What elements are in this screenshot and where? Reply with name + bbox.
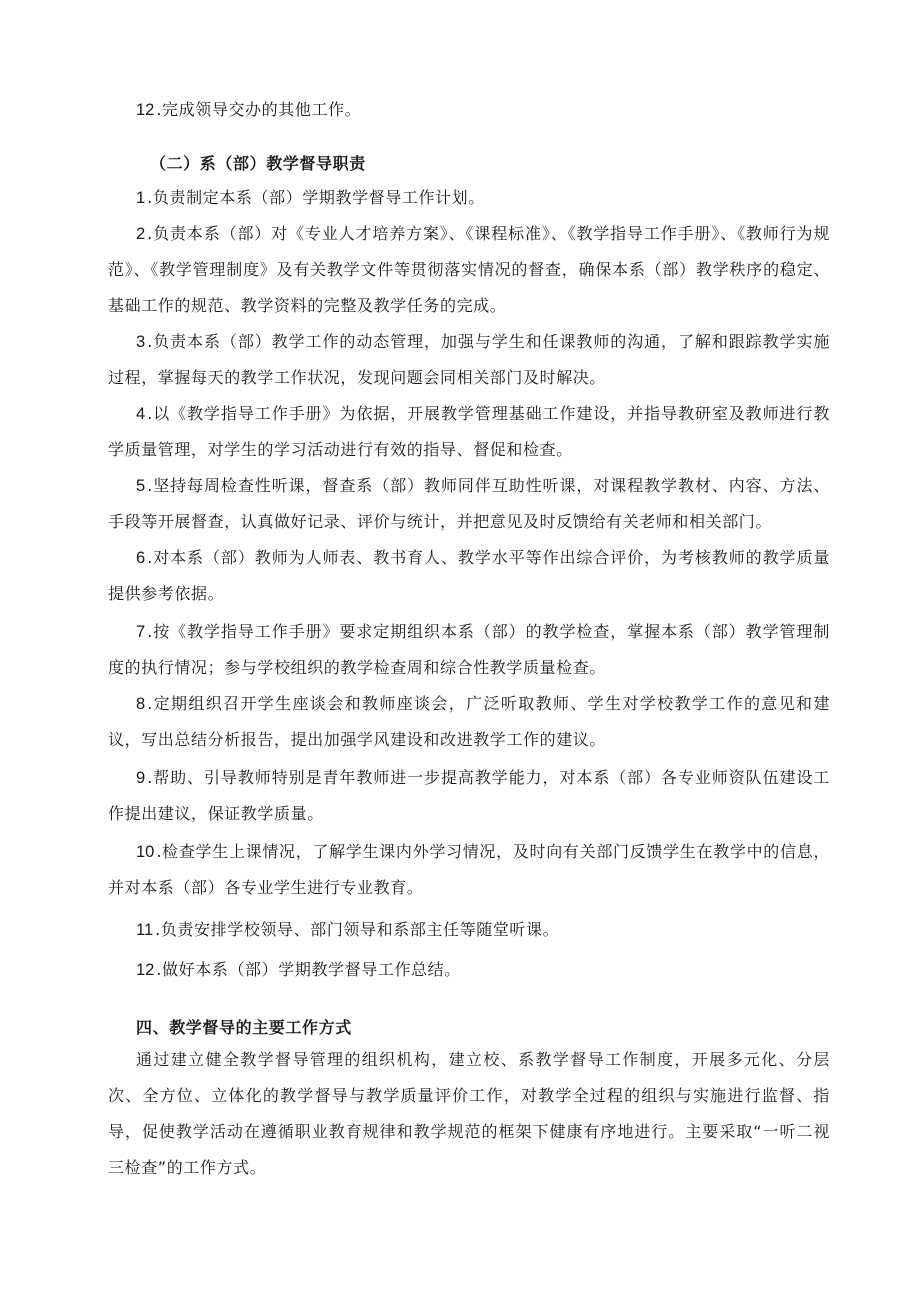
list-item <box>108 760 830 832</box>
list-item <box>108 216 830 324</box>
item-number: 8 <box>136 695 146 713</box>
section-heading: （二）系（部）教学督导职责 <box>150 154 366 173</box>
item-text: .负责本系（部）教学工作的动态管理，加强与学生和任课教师的沟通，了解和跟踪教学实施过程，掌握每天的教学工作状况，发现问题会同相关部门及时解决。 <box>108 332 830 387</box>
item-text: .做好本系（部）学期教学督导工作总结。 <box>156 960 461 979</box>
list-item <box>108 92 830 128</box>
item-text: .对本系（部）教师为人师表、教书育人、教学水平等作出综合评价，为考核教师的教学质量提供参考依据。 <box>108 548 830 603</box>
item-text: .检查学生上课情况，了解学生课内外学习情况，及时向有关部门反馈学生在教学中的信息，并对本系（部）各专业学生进行专业教育。 <box>108 842 830 897</box>
item-text: .负责本系（部）对《专业人才培养方案》、《课程标准》、《教学指导工作手册》、《教师行为规范》、《教学管理制度》及有关教学文件等贯彻落实情况的督查，确保本系（部）教学秩序的稳定、基础工作的规范、教学资料的完整及教学任务的完成。 <box>108 224 830 315</box>
item-number: 4 <box>136 405 146 423</box>
item-text: .负责制定本系（部）学期教学督导工作计划。 <box>147 188 485 207</box>
item-number: 11 <box>136 921 154 939</box>
list-item <box>108 540 830 612</box>
section-heading: 四、教学督导的主要工作方式 <box>136 1018 352 1037</box>
item-text: .帮助、引导教师特别是青年教师进一步提高教学能力，对本系（部）各专业师资队伍建设工作提出建议，保证教学质量。 <box>108 768 830 823</box>
list-item <box>108 396 830 468</box>
body-paragraph: 通过建立健全教学督导管理的组织机构，建立校、系教学督导工作制度，开展多元化、分层次、全方位、立体化的教学督导与教学质量评价工作，对教学全过程的组织与实施进行监督、指导，促使教学活动在遵循职业教育规律和教学规范的框架下健康有序地进行。主要采取“一听二视三检查”的工作方式。 <box>108 1050 830 1177</box>
list-item <box>108 324 830 396</box>
item-text: .坚持每周检查性听课，督查系（部）教师同伴互助性听课，对课程教学教材、内容、方法、手段等开展督查，认真做好记录、评价与统计，并把意见及时反馈给有关老师和相关部门。 <box>108 476 830 531</box>
item-text: .定期组织召开学生座谈会和教师座谈会，广泛听取教师、学生对学校教学工作的意见和建议，写出总结分析报告，提出加强学风建设和改进教学工作的建议。 <box>108 694 830 749</box>
list-item <box>108 912 830 948</box>
list-item <box>108 614 830 686</box>
list-item <box>108 180 830 216</box>
item-text: .负责安排学校领导、部门领导和系部主任等随堂听课。 <box>155 920 560 939</box>
item-number: 9 <box>136 769 146 787</box>
list-item <box>108 834 830 906</box>
item-number: 1 <box>136 189 146 207</box>
item-text: .完成领导交办的其他工作。 <box>156 100 362 119</box>
list-item <box>108 686 830 758</box>
item-text: .以《教学指导工作手册》为依据，开展教学管理基础工作建设，并指导教研室及教师进行教学质量管理，对学生的学习活动进行有效的指导、督促和检查。 <box>108 404 830 459</box>
item-number: 12 <box>136 101 155 119</box>
item-number: 5 <box>136 477 146 495</box>
item-number: 6 <box>136 549 146 567</box>
item-number: 10 <box>136 843 155 861</box>
item-number: 12 <box>136 961 155 979</box>
item-number: 7 <box>136 623 146 641</box>
item-number: 3 <box>136 333 146 351</box>
item-number: 2 <box>136 225 146 243</box>
item-text: .按《教学指导工作手册》要求定期组织本系（部）的教学检查，掌握本系（部）教学管理制度的执行情况；参与学校组织的教学检查周和综合性教学质量检查。 <box>108 622 830 677</box>
list-item <box>108 952 830 988</box>
list-item <box>108 468 830 540</box>
